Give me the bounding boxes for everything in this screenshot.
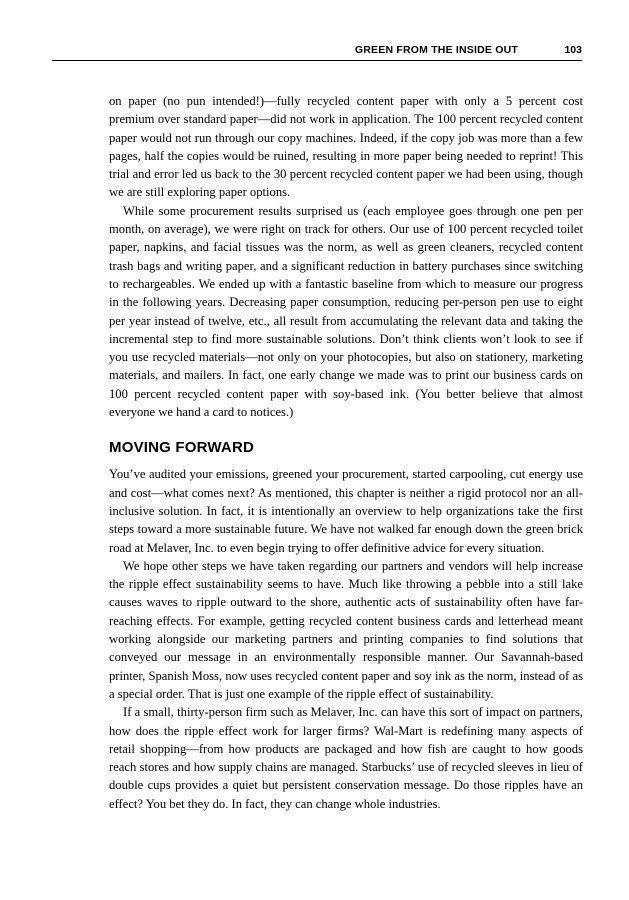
running-head [52,44,582,61]
running-head-title: GREEN FROM THE INSIDE OUT [354,44,518,56]
paragraph: on paper (no pun intended!)—fully recycled content paper with only a 5 percent cost premium over standard paper—did not work in application. The 100 percent recycled content paper would not run through our copy machines. Indeed, if the copy job was more than a few pages, half the copies would be ruined, resulting in more paper being needed to reprint! This trial and error led us back to the 30 percent recycled content paper we had been using, though we are still exploring paper options. [109,94,583,200]
section-heading: MOVING FORWARD [109,439,255,457]
body-text [109,92,583,813]
paragraph: While some procurement results surprised us (each employee goes through one pen per month, on average), we were right on track for others. Our use of 100 percent recycled toilet paper, napkins, and facial tissues was the norm, as well as green cleaners, recycled content trash bags and writing paper, and a significant reduction in battery purchases since switching to rechargeables. We ended up with a fantastic baseline from which to measure our progress in the following years. Decreasing paper consumption, reducing per-person pen use to eight per year instead of twelve, etc., all result from accumulating the relevant data and taking the incremental step to find more sustainable solutions. Don’t think clients won’t look to see if you use recycled materials—not only on your photocopies, but also on stationery, marketing materials, and mailers. In fact, one early change we made was to print our business cards on 100 percent recycled content paper with soy-based ink. (You better believe that almost everyone we hand a card to notices.) [109,203,583,420]
page-number: 103 [564,44,582,56]
paragraph: You’ve audited your emissions, greened your procurement, started carpooling, cut energy use and cost—what comes next? As mentioned, this chapter is neither a rigid protocol nor an all-inclusive solution. In fact, it is intentionally an overview to help organizations take the first steps toward a more sustainable future. We have not walked far enough down the green brick road at Melaver, Inc. to even begin trying to offer definitive advice for every situation. [109,467,583,555]
paragraph: We hope other steps we have taken regarding our partners and vendors will help increase the ripple effect sustainability seems to have. Much like throwing a pebble into a still lake causes waves to ripple outward to the shore, authentic acts of sustainability often have far-reaching effects. For example, getting recycled content business cards and letterhead meant working alongside our marketing partners and printing companies to find solutions that conveyed our message in an environmentally responsible manner. Our Savannah-based printer, Spanish Moss, now uses recycled content paper and soy ink as the norm, instead of as a special order. That is just one example of the ripple effect of sustainability. [109,558,583,701]
paragraph: If a small, thirty-person firm such as Melaver, Inc. can have this sort of impact on partners, how does the ripple effect work for larger firms? Wal-Mart is redefining many aspects of retail shopping—from how products are packaged and how fish are caught to how goods reach stores and how supply chains are managed. Starbucks’ use of recycled sleeves in lieu of double cups provides a quiet but persistent conservation message. Do those ripples have an effect? You bet they do. In fact, they can change whole industries. [109,705,583,811]
